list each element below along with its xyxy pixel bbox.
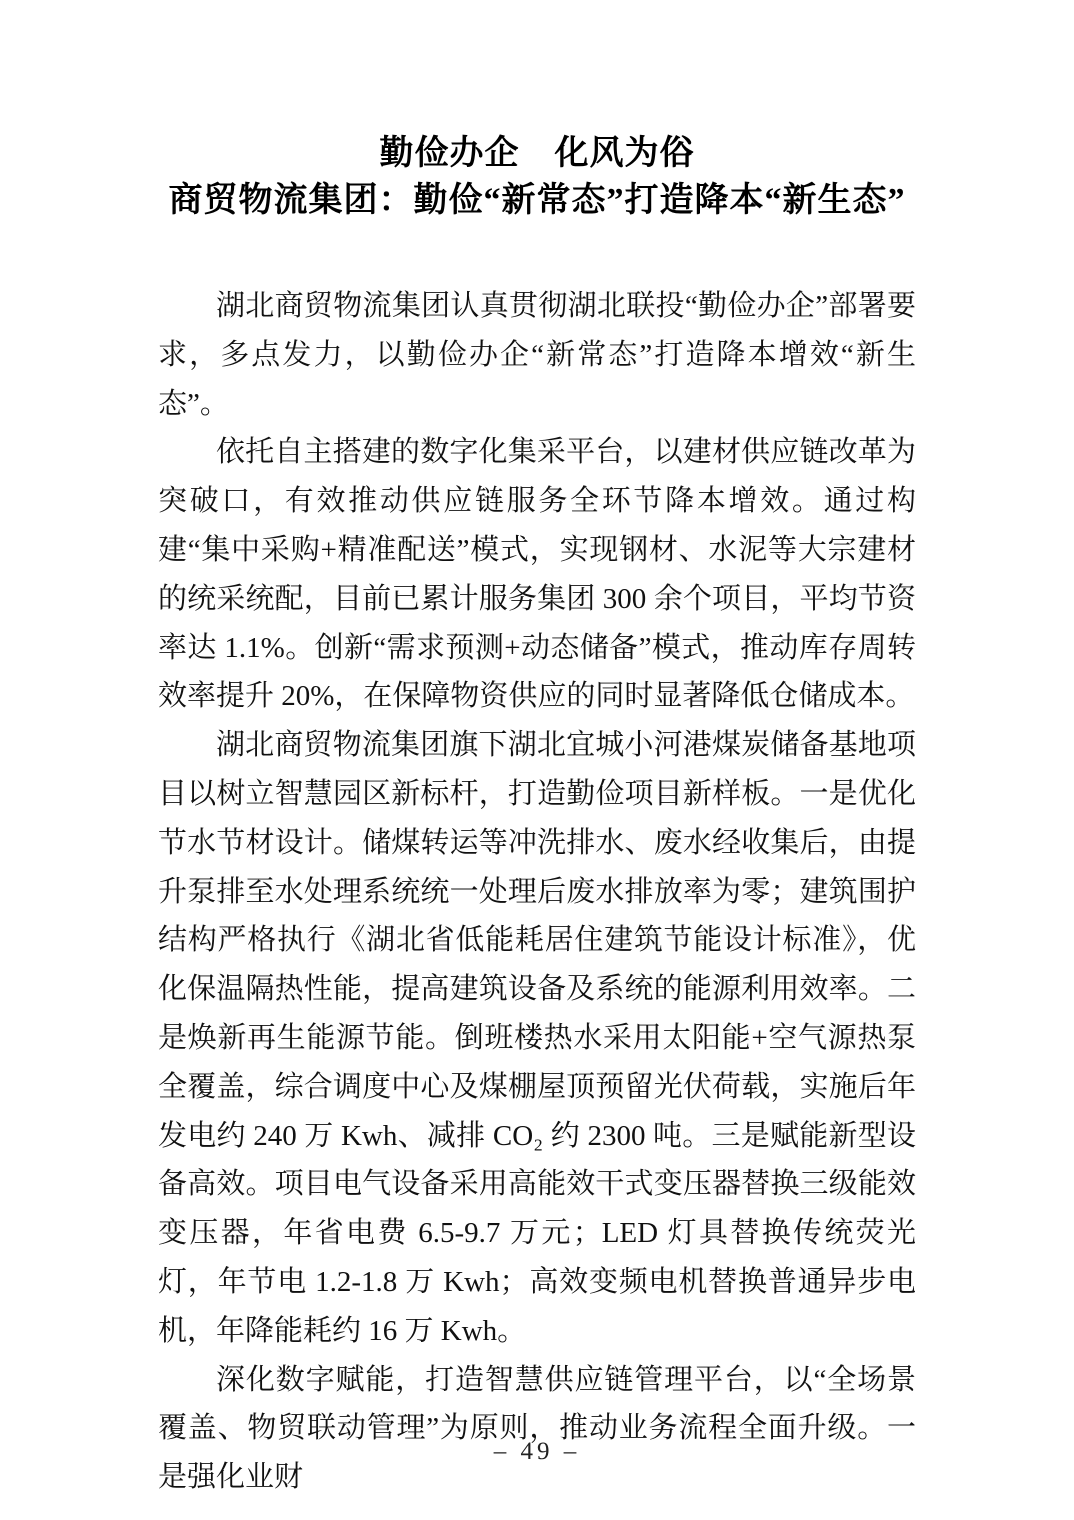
document-body bbox=[158, 282, 916, 1502]
doc-title-line1: 勤俭办企 化风为俗 bbox=[379, 135, 695, 172]
paragraph-intro: 湖北商贸物流集团认真贯彻湖北联投“勤俭办企”部署要求，多点发力，以勤俭办企“新常态”打造降本增效“新生态”。 bbox=[158, 290, 916, 420]
paragraph-digital-enablement: 深化数字赋能，打造智慧供应链管理平台，以“全场景覆盖、物贸联动管理”为原则，推动业务流程全面升级。一是强化业财 bbox=[158, 1363, 916, 1494]
paragraph-procurement-platform: 依托自主搭建的数字化集采平台，以建材供应链改革为突破口，有效推动供应链服务全环节降本增效。通过构建“集中采购+精准配送”模式，实现钢材、水泥等大宗建材的统采统配，目前已累计服务集团 300 余个项目，平均节资率达 1.1%。创新“需求预测+动态储备”模式，推动库存周转效率提升 20%，在保障物资供应的同时显著降低仓储成本。 bbox=[158, 436, 916, 713]
doc-title-line2: 商贸物流集团：勤俭“新常态”打造降本“新生态” bbox=[168, 182, 906, 219]
page-number: – 49 – bbox=[493, 1438, 581, 1465]
paragraph-coal-base-project: 湖北商贸物流集团旗下湖北宜城小河港煤炭储备基地项目以树立智慧园区新标杆，打造勤俭项目新样板。一是优化节水节材设计。储煤转运等冲洗排水、废水经收集后，由提升泵排至水处理系统统一处理后废水排放率为零；建筑围护结构严格执行《湖北省低能耗居住建筑节能设计标准》，优化保温隔热性能，提高建筑设备及系统的能源利用效率。二是焕新再生能源节能。倒班楼热水采用太阳能+空气源热泵全覆盖，综合调度中心及煤棚屋顶预留光伏荷载，实施后年发电约 240 万 Kwh、减排 CO₂ 约 2300 吨。三是赋能新型设备高效。项目电气设备采用高能效干式变压器替换三级能效变压器，年省电费 6.5-9.7 万元；LED 灯具替换传统荧光灯，年节电 1.2-1.8 万 Kwh；高效变频电机替换普通异步电机，年降能耗约 16 万 Kwh。 bbox=[158, 729, 916, 1347]
document-title-block bbox=[0, 130, 1074, 224]
